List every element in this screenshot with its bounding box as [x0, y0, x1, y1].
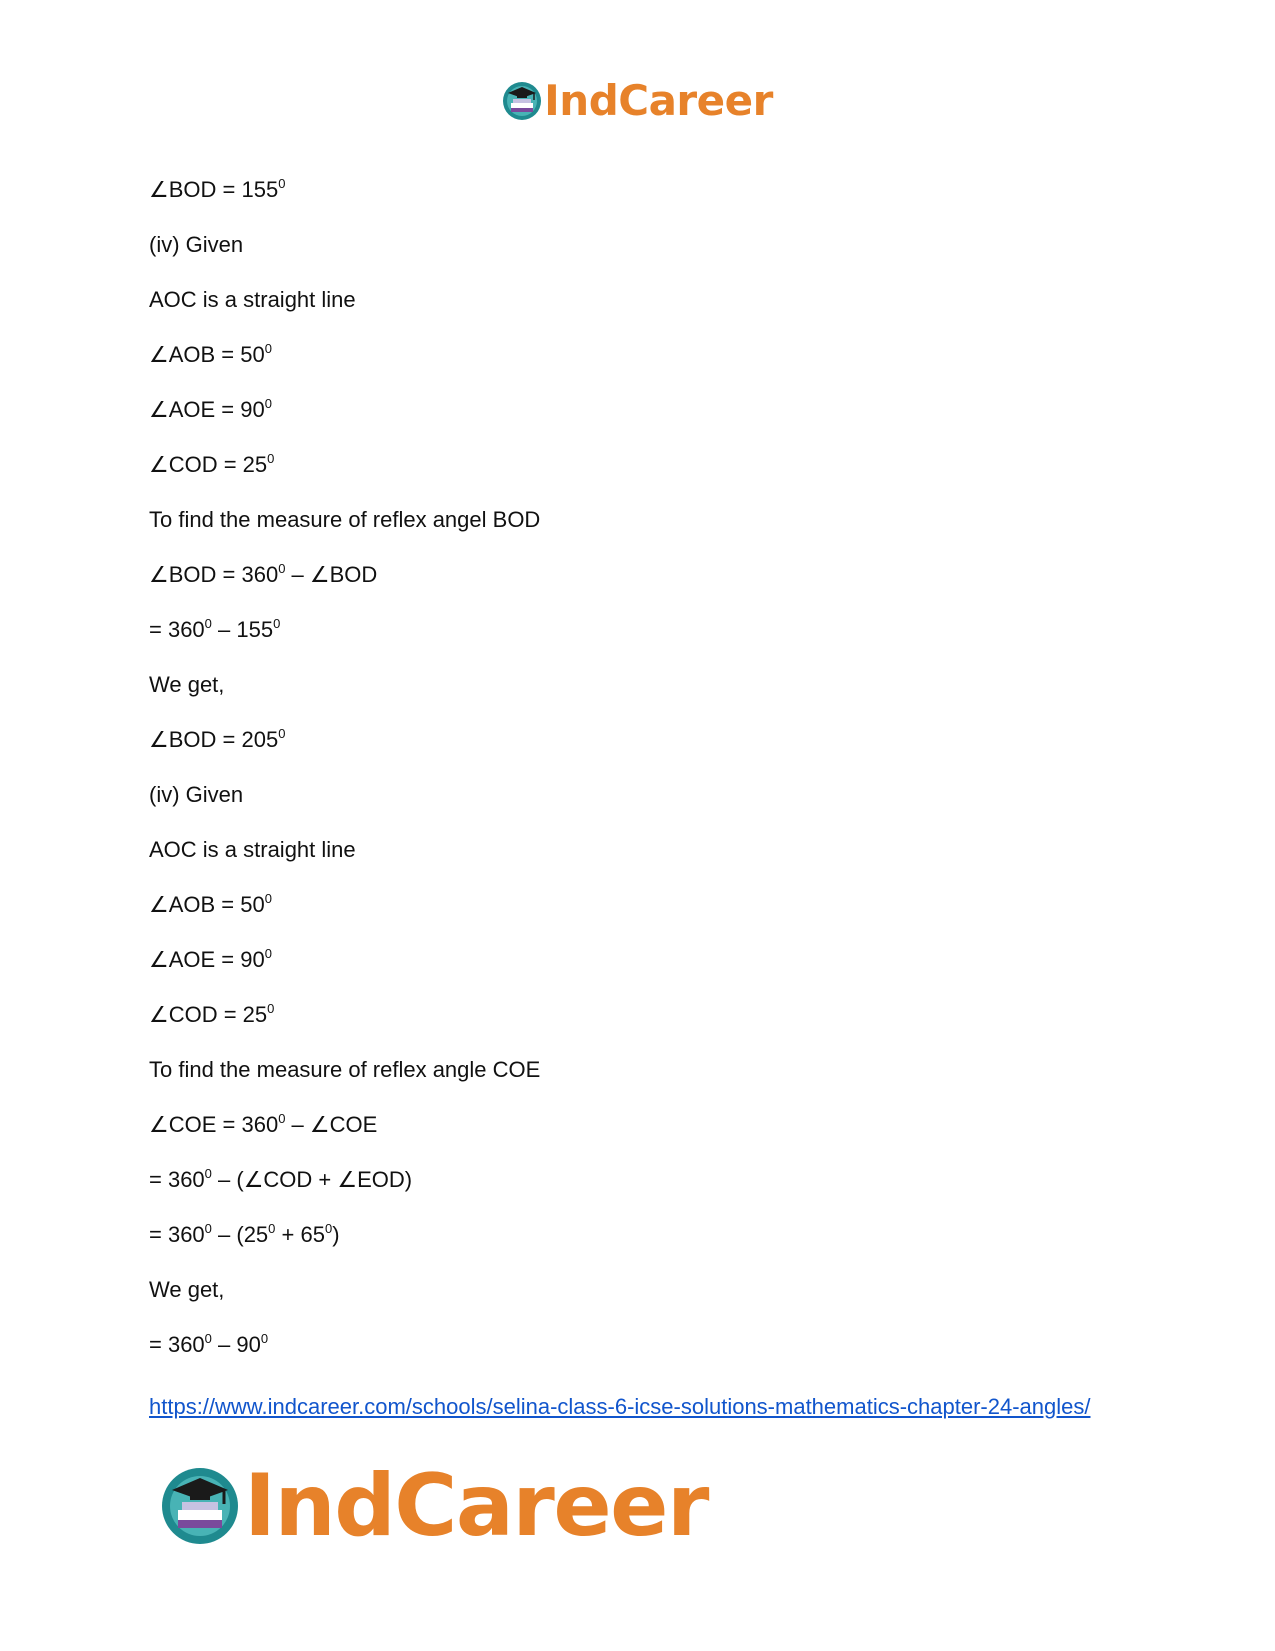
degree-superscript: 0 — [267, 451, 275, 466]
text-line — [149, 777, 1129, 832]
header-logo — [0, 78, 1275, 124]
line-text: = 360 — [149, 1167, 205, 1192]
line-text: We get, — [149, 672, 225, 697]
line-text: ∠COE = 360 — [149, 1112, 279, 1137]
graduation-book-icon — [160, 1466, 240, 1546]
line-text: ∠AOB = 50 — [149, 342, 265, 367]
degree-superscript: 0 — [278, 726, 286, 741]
text-line — [149, 942, 1129, 997]
degree-superscript: 0 — [267, 1001, 275, 1016]
degree-superscript: 0 — [264, 396, 272, 411]
text-line — [149, 502, 1129, 557]
line-text: – (∠COD + ∠EOD) — [211, 1167, 413, 1192]
line-text: We get, — [149, 1277, 225, 1302]
line-text: – 90 — [211, 1332, 261, 1357]
text-line — [149, 1217, 1129, 1272]
line-text: ∠BOD = 205 — [149, 727, 279, 752]
text-line — [149, 1162, 1129, 1217]
text-line — [149, 832, 1129, 887]
text-line — [149, 722, 1129, 777]
footer-logo — [160, 1456, 708, 1556]
degree-superscript: 0 — [278, 561, 286, 576]
text-line — [149, 612, 1129, 667]
line-text: AOC is a straight line — [149, 837, 356, 862]
text-line — [149, 1107, 1129, 1162]
text-line — [149, 557, 1129, 612]
text-line — [149, 887, 1129, 942]
text-line — [149, 172, 1129, 227]
degree-superscript: 0 — [204, 1166, 212, 1181]
line-text: – ∠BOD — [285, 562, 378, 587]
line-text: ∠AOE = 90 — [149, 397, 265, 422]
degree-superscript: 0 — [204, 1221, 212, 1236]
degree-superscript: 0 — [273, 616, 281, 631]
line-text: ∠AOE = 90 — [149, 947, 265, 972]
line-text: – 155 — [211, 617, 274, 642]
text-line — [149, 1052, 1129, 1107]
line-text: = 360 — [149, 617, 205, 642]
degree-superscript: 0 — [264, 891, 272, 906]
text-line — [149, 1272, 1129, 1327]
document-body — [149, 172, 1129, 1382]
degree-superscript: 0 — [264, 946, 272, 961]
text-line — [149, 447, 1129, 502]
line-text: = 360 — [149, 1222, 205, 1247]
text-line — [149, 667, 1129, 722]
line-text: (iv) Given — [149, 782, 244, 807]
text-line — [149, 392, 1129, 447]
text-line — [149, 227, 1129, 282]
line-text: ∠AOB = 50 — [149, 892, 265, 917]
line-text: – ∠COE — [285, 1112, 378, 1137]
line-text: + 65 — [275, 1222, 325, 1247]
degree-superscript: 0 — [324, 1221, 333, 1236]
text-line — [149, 337, 1129, 392]
line-text: ∠BOD = 155 — [149, 177, 279, 202]
text-line — [149, 997, 1129, 1052]
line-text: (iv) Given — [149, 232, 244, 257]
link-block — [149, 1392, 1129, 1422]
degree-superscript: 0 — [204, 1331, 212, 1346]
source-link[interactable]: https://www.indcareer.com/schools/selina-class-6-icse-solutions-mathematics-chapter-24-angles/ — [149, 1394, 1091, 1419]
line-text: ∠COD = 25 — [149, 452, 268, 477]
line-text: ∠BOD = 360 — [149, 562, 279, 587]
degree-superscript: 0 — [264, 341, 272, 356]
text-line — [149, 282, 1129, 337]
line-text: AOC is a straight line — [149, 287, 356, 312]
line-text: ∠COD = 25 — [149, 1002, 268, 1027]
degree-superscript: 0 — [268, 1221, 276, 1236]
degree-superscript: 0 — [278, 1111, 286, 1126]
degree-superscript: 0 — [204, 616, 212, 631]
text-line — [149, 1327, 1129, 1382]
line-text: = 360 — [149, 1332, 205, 1357]
graduation-book-icon — [502, 81, 542, 121]
indcareer-logo-large — [160, 1456, 708, 1556]
line-text: ) — [332, 1222, 340, 1247]
line-text: To find the measure of reflex angel BOD — [149, 507, 541, 532]
logo-text: IndCareer — [244, 1456, 708, 1556]
logo-text: IndCareer — [544, 76, 773, 125]
degree-superscript: 0 — [278, 176, 286, 191]
degree-superscript: 0 — [260, 1331, 269, 1346]
indcareer-logo — [502, 78, 773, 124]
line-text: To find the measure of reflex angle COE — [149, 1057, 541, 1082]
line-text: – (25 — [211, 1222, 269, 1247]
